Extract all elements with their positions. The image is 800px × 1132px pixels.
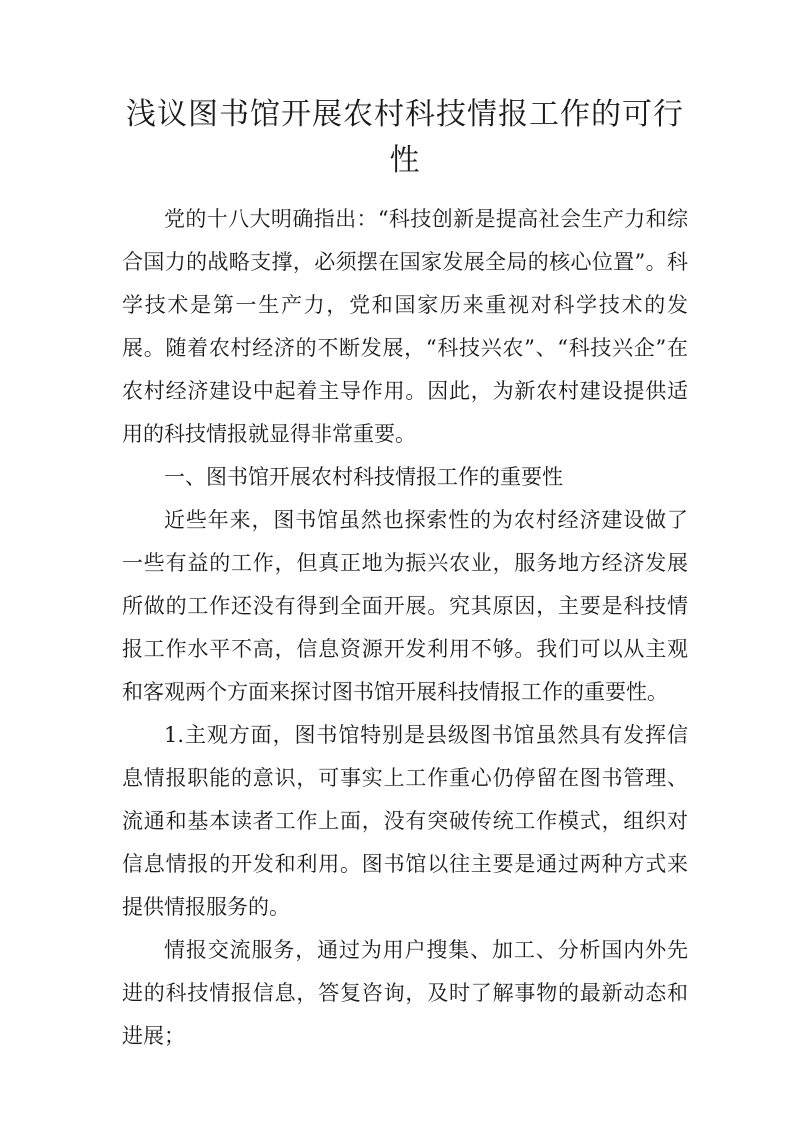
document-page bbox=[122, 92, 688, 1058]
document-title: 浅议图书馆开展农村科技情报工作的可行性 bbox=[126, 97, 684, 178]
paragraph-intro: 党的十八大明确指出：“科技创新是提高社会生产力和综合国力的战略支撑，必须摆在国家发展全局的核心位置”。科学技术是第一生产力，党和国家历来重视对科学技术的发展。随着农村经济的不断发展，“科技兴农”、“科技兴企”在农村经济建设中起着主导作用。因此，为新农村建设提供适用的科技情报就显得非常重要。 bbox=[122, 207, 688, 446]
paragraph-subjective-aspect: 1.主观方面，图书馆特别是县级图书馆虽然具有发挥信息情报职能的意识，可事实上工作重心仍停留在图书管理、流通和基本读者工作上面，没有突破传统工作模式，组织对信息情报的开发和利用。图书馆以往主要是通过两种方式来提供情报服务的。 bbox=[122, 723, 688, 919]
paragraph-info-exchange-service: 情报交流服务，通过为用户搜集、加工、分析国内外先进的科技情报信息，答复咨询，及时了解事物的最新动态和进展； bbox=[122, 938, 688, 1048]
paragraph-recent-years: 近些年来，图书馆虽然也探索性的为农村经济建设做了一些有益的工作，但真正地为振兴农业，服务地方经济发展所做的工作还没有得到全面开展。究其原因，主要是科技情报工作水平不高，信息资源开发利用不够。我们可以从主观和客观两个方面来探讨图书馆开展科技情报工作的重要性。 bbox=[122, 508, 688, 704]
section-heading-importance: 一、图书馆开展农村科技情报工作的重要性 bbox=[164, 465, 563, 489]
